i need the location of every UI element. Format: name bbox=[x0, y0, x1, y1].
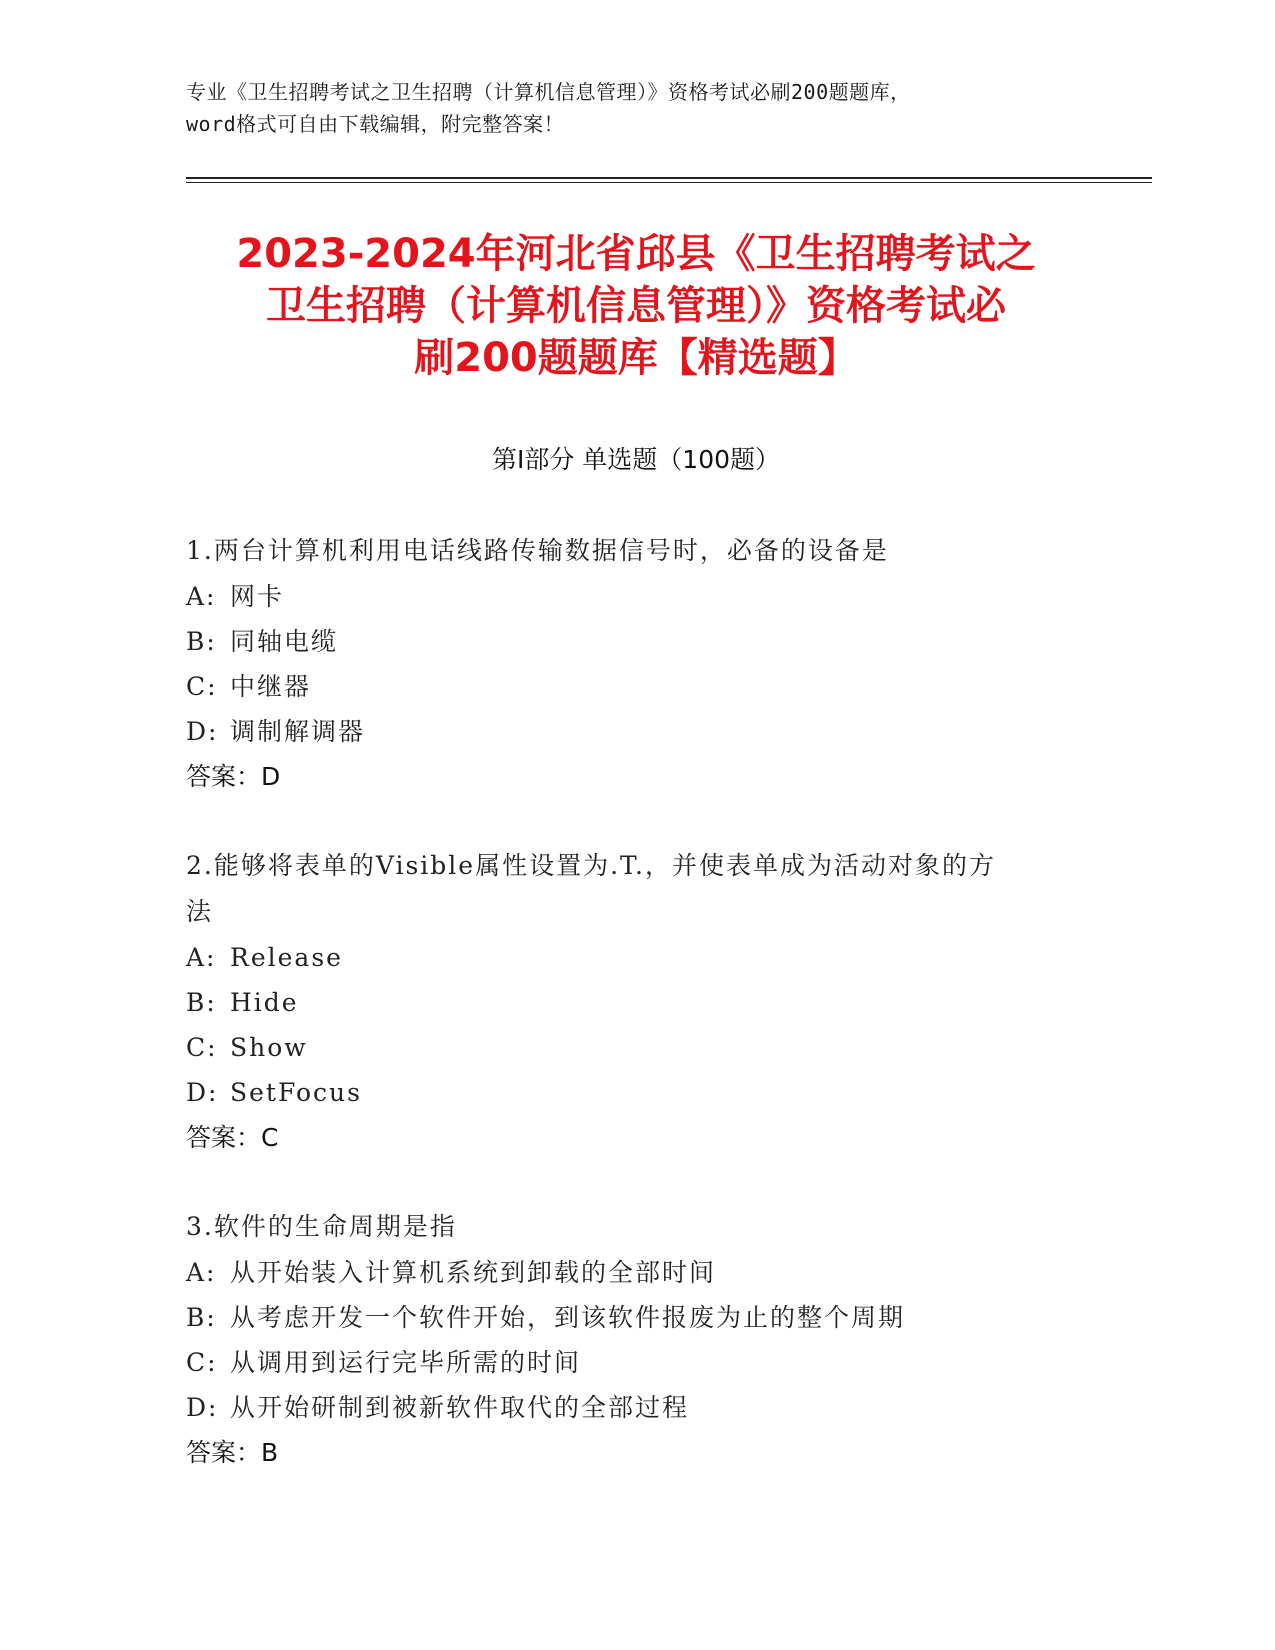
option-text: 调制解调器 bbox=[230, 717, 366, 746]
question-stem-continued: 法 bbox=[186, 897, 214, 926]
option-text: Release bbox=[230, 943, 343, 972]
option-key: A: bbox=[186, 943, 217, 972]
option-key: D: bbox=[186, 1393, 219, 1422]
option-b bbox=[186, 1295, 1086, 1340]
option-c bbox=[186, 664, 1086, 709]
option-text: Hide bbox=[230, 988, 299, 1017]
question-stem: 2.能够将表单的Visible属性设置为.T.，并使表单成为活动对象的方 bbox=[186, 851, 996, 880]
option-key: B: bbox=[186, 627, 217, 656]
option-d bbox=[186, 1385, 1086, 1430]
option-b bbox=[186, 980, 1086, 1025]
option-text: SetFocus bbox=[230, 1078, 362, 1107]
title-line-3: 刷200题题库【精选题】 bbox=[414, 335, 858, 381]
option-text: 中继器 bbox=[230, 672, 312, 701]
header-divider-thin bbox=[186, 182, 1152, 183]
option-text: 网卡 bbox=[230, 582, 285, 611]
option-key: C: bbox=[186, 1348, 218, 1377]
answer-line: 答案：B bbox=[186, 1438, 279, 1467]
option-key: D: bbox=[186, 1078, 219, 1107]
question-item bbox=[186, 528, 1086, 799]
option-text: 从调用到运行完毕所需的时间 bbox=[230, 1348, 582, 1377]
option-c bbox=[186, 1340, 1086, 1385]
option-key: B: bbox=[186, 988, 217, 1017]
header-divider-thick bbox=[186, 177, 1152, 179]
option-text: 从开始研制到被新软件取代的全部过程 bbox=[230, 1393, 690, 1422]
option-a bbox=[186, 1250, 1086, 1295]
title-line-2: 卫生招聘（计算机信息管理）》资格考试必 bbox=[266, 283, 1006, 329]
question-stem: 3.软件的生命周期是指 bbox=[186, 1212, 457, 1241]
question-item bbox=[186, 1204, 1086, 1475]
option-d bbox=[186, 709, 1086, 754]
option-text: Show bbox=[230, 1033, 308, 1062]
option-key: A: bbox=[186, 582, 217, 611]
option-key: C: bbox=[186, 1033, 218, 1062]
question-stem: 1.两台计算机利用电话线路传输数据信号时，必备的设备是 bbox=[186, 536, 889, 565]
option-text: 从开始装入计算机系统到卸载的全部时间 bbox=[230, 1258, 717, 1287]
option-a bbox=[186, 574, 1086, 619]
answer-line: 答案：C bbox=[186, 1123, 279, 1152]
option-key: D: bbox=[186, 717, 219, 746]
question-item bbox=[186, 843, 1086, 1160]
option-key: A: bbox=[186, 1258, 217, 1287]
header-note bbox=[186, 76, 1086, 140]
option-text: 同轴电缆 bbox=[230, 627, 339, 656]
option-d bbox=[186, 1070, 1086, 1115]
answer-line: 答案：D bbox=[186, 762, 281, 791]
option-c bbox=[186, 1025, 1086, 1070]
question-list bbox=[186, 528, 1086, 1519]
header-note-line-2: word格式可自由下载编辑，附完整答案！ bbox=[186, 112, 565, 136]
option-key: B: bbox=[186, 1303, 217, 1332]
section-title: 第Ⅰ部分 单选题（100题） bbox=[491, 445, 781, 474]
option-a bbox=[186, 935, 1086, 980]
option-text: 从考虑开发一个软件开始，到该软件报废为止的整个周期 bbox=[230, 1303, 906, 1332]
document-title bbox=[186, 228, 1086, 384]
header-note-line-1: 专业《卫生招聘考试之卫生招聘（计算机信息管理）》资格考试必刷200题题库， bbox=[186, 80, 911, 104]
option-b bbox=[186, 619, 1086, 664]
option-key: C: bbox=[186, 672, 218, 701]
title-line-1: 2023-2024年河北省邱县《卫生招聘考试之 bbox=[236, 231, 1036, 277]
